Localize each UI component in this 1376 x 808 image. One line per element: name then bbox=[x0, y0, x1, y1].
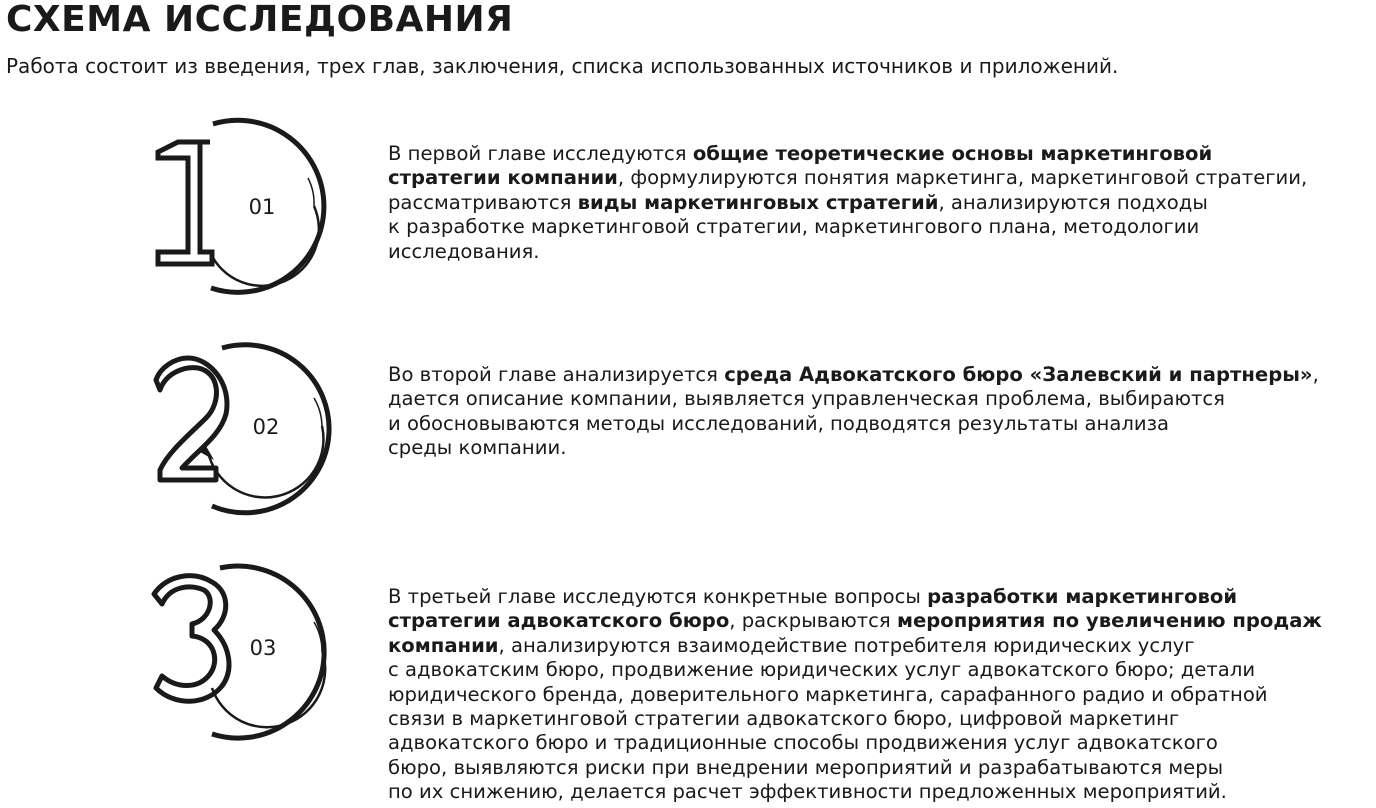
chapter-2-line bbox=[388, 436, 1319, 460]
emphasis-text: мероприятия по увеличению продаж bbox=[896, 609, 1322, 633]
chapter-3-number: 03 bbox=[249, 636, 277, 660]
chapter-3-description bbox=[388, 585, 1322, 805]
body-text: среды компании. bbox=[388, 436, 567, 460]
body-text: и обосновываются методы исследований, подводятся результаты анализа bbox=[388, 411, 1170, 435]
chapter-2-line bbox=[388, 412, 1319, 436]
chapter-1-line bbox=[388, 166, 1307, 190]
chapter-2-numeral-icon bbox=[150, 334, 360, 524]
body-text: В первой главе исследуются bbox=[388, 142, 693, 165]
chapter-1-line bbox=[388, 215, 1307, 239]
body-text: , анализируются взаимодействие потребителя юридических услуг bbox=[498, 633, 1195, 657]
page-subtitle: Работа состоит из введения, трех глав, заключения, списка использованных источников и приложений. bbox=[6, 54, 1119, 78]
body-text: юридического бренда, доверительного маркетинга, сарафанного радио и обратной bbox=[388, 682, 1268, 706]
chapter-1-number: 01 bbox=[248, 195, 276, 219]
emphasis-text: стратегии компании bbox=[388, 166, 618, 190]
chapter-2-number: 02 bbox=[252, 415, 280, 439]
body-text: , формулируются понятия маркетинга, маркетинговой стратегии, bbox=[617, 166, 1308, 190]
chapter-3-line bbox=[388, 731, 1322, 755]
chapter-1-description bbox=[388, 142, 1307, 264]
body-text: , раскрываются bbox=[729, 609, 897, 633]
chapter-3-line bbox=[388, 780, 1322, 804]
body-text: В третьей главе исследуются конкретные вопросы bbox=[388, 585, 928, 608]
body-text: дается описание компании, выявляется управленческая проблема, выбираются bbox=[388, 387, 1225, 411]
emphasis-text: общие теоретические основы маркетинговой bbox=[692, 142, 1213, 165]
body-text: рассматриваются bbox=[388, 190, 578, 214]
chapter-3-line bbox=[388, 756, 1322, 780]
chapter-3-line bbox=[388, 634, 1322, 658]
chapter-1-line bbox=[388, 240, 1307, 264]
emphasis-text: виды маркетинговых стратегий bbox=[577, 190, 939, 214]
chapter-3-line bbox=[388, 658, 1322, 682]
body-text: бюро, выявляются риски при внедрении мероприятий и разрабатываются меры bbox=[388, 755, 1224, 779]
body-text: к разработке маркетинговой стратегии, маркетингового плана, методологии bbox=[388, 215, 1200, 239]
chapter-2-line bbox=[388, 363, 1319, 387]
emphasis-text: стратегии адвокатского бюро bbox=[388, 609, 730, 633]
body-text: исследования. bbox=[388, 239, 540, 263]
body-text: адвокатского бюро и традиционные способы продвижения услуг адвокатского bbox=[388, 731, 1218, 755]
chapter-3-line bbox=[388, 585, 1322, 609]
page-title: СХЕМА ИССЛЕДОВАНИЯ bbox=[6, 0, 514, 40]
chapter-3-line bbox=[388, 609, 1322, 633]
body-text: Во второй главе анализируется bbox=[388, 363, 725, 386]
body-text: с адвокатским бюро, продвижение юридических услуг адвокатского бюро; детали bbox=[388, 658, 1256, 682]
emphasis-text: среда Адвокатского бюро «Залевский и партнеры» bbox=[724, 363, 1313, 386]
emphasis-text: компании bbox=[388, 633, 499, 657]
body-text: , анализируются подходы bbox=[938, 190, 1208, 214]
chapter-1-numeral-icon bbox=[150, 112, 360, 302]
chapter-2-description bbox=[388, 363, 1319, 461]
body-text: , bbox=[1312, 363, 1319, 386]
chapter-3-numeral-icon bbox=[150, 556, 360, 746]
chapter-1-line bbox=[388, 191, 1307, 215]
body-text: связи в маркетинговой стратегии адвокатского бюро, цифровой маркетинг bbox=[388, 707, 1180, 731]
chapter-3-line bbox=[388, 683, 1322, 707]
chapter-1-line bbox=[388, 142, 1307, 166]
body-text: по их снижению, делается расчет эффективности предложенных мероприятий. bbox=[388, 780, 1227, 804]
chapter-2-line bbox=[388, 387, 1319, 411]
chapter-3-line bbox=[388, 707, 1322, 731]
emphasis-text: разработки маркетинговой bbox=[927, 585, 1238, 608]
